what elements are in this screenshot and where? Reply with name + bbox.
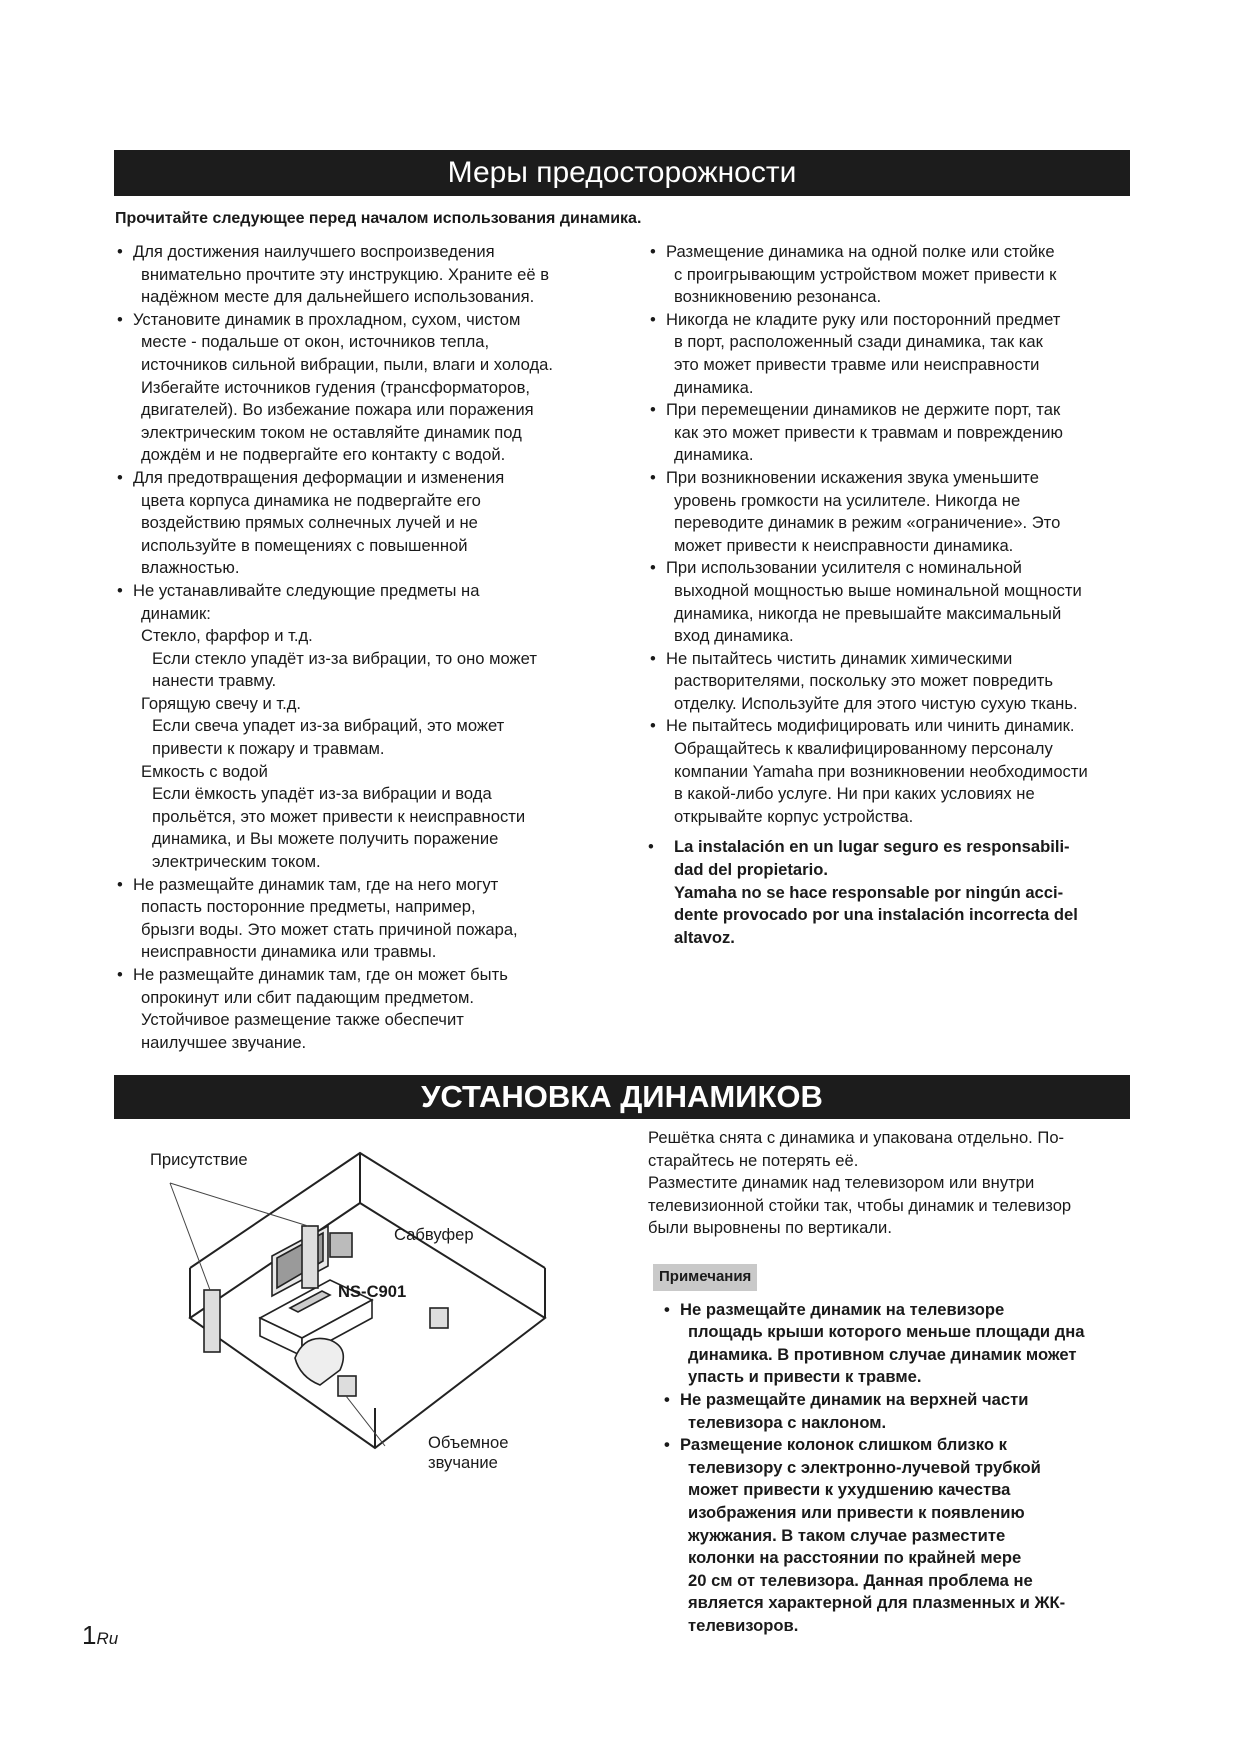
precaution-item — [648, 648, 1148, 716]
text-line: неисправности динамика или травмы. — [141, 942, 437, 962]
object-name: Стекло, фарфор и т.д. — [141, 626, 313, 646]
text-line: телевизоров. — [688, 1615, 799, 1635]
note-item — [662, 1299, 1128, 1389]
label-model: NS-C901 — [338, 1282, 407, 1301]
text-line: Yamaha no se hace responsable por ningún acci- — [674, 882, 1064, 902]
notes-label: Примечания — [653, 1264, 757, 1291]
text-line: динамик: — [141, 603, 211, 623]
precaution-item — [115, 241, 635, 309]
object-description: Если свеча упадет из-за вибраций, это может — [152, 716, 505, 736]
text-line: Избегайте источников гудения (трансформаторов, — [141, 377, 531, 397]
text-line: динамика. В противном случае динамик может — [688, 1344, 1077, 1364]
precaution-item-objects — [115, 580, 635, 874]
text-line: брызги воды. Это может стать причиной пожара, — [141, 919, 518, 939]
object-description: нанести травму. — [152, 671, 277, 691]
text-line: динамика. — [674, 445, 754, 465]
precaution-item — [648, 557, 1148, 647]
text-line: двигателей). Во избежание пожара или поражения — [141, 400, 534, 420]
text-line: • Не размещайте динамик там, где он может быть — [133, 965, 508, 984]
text-line: изображения или привести к появлению — [688, 1502, 1025, 1522]
precautions-right-column — [648, 241, 1148, 949]
section-title-installation: УСТАНОВКА ДИНАМИКОВ — [114, 1075, 1130, 1119]
text-line: • Не размещайте динамик там, где на него могут — [133, 874, 499, 894]
object-description: привести к пожару и травмам. — [152, 739, 385, 759]
text-line: • Установите динамик в прохладном, сухом, чистом — [133, 309, 521, 329]
text-line: переводите динамик в режим «ограничение». Это — [674, 513, 1061, 533]
text-line: влажностью. — [141, 558, 240, 578]
text-line: надёжном месте для дальнейшего использования. — [141, 287, 535, 307]
front-right-speaker-icon — [302, 1226, 318, 1288]
precaution-item — [648, 309, 1148, 399]
text-line: динамика, никогда не превышайте максимальный — [674, 603, 1062, 623]
text-line: электрическим током не оставляйте динамик под — [141, 422, 522, 442]
text-line: может привести к неисправности динамика. — [674, 535, 1014, 555]
text-line: попасть посторонние предметы, например, — [141, 897, 476, 917]
note-item — [662, 1434, 1128, 1637]
room-floor-outline — [190, 1203, 545, 1448]
section-title-precautions: Меры предосторожности — [114, 150, 1130, 196]
label-presence: Присутствие — [150, 1150, 248, 1169]
text-line: цвета корпуса динамика не подвергайте его — [141, 490, 481, 510]
text-line: внимательно прочтите эту инструкцию. Храните её в — [141, 264, 550, 284]
label-surround: Объемное звучание — [428, 1433, 509, 1472]
text-line: • При перемещении динамиков не держите порт, так — [666, 400, 1061, 420]
text-line: площадь крыши которого меньше площади дна — [688, 1322, 1085, 1342]
text-line: • Не размещайте динамик на телевизоре — [680, 1299, 1005, 1319]
text-line: выходной мощностью выше номинальной мощности — [674, 580, 1082, 600]
text-line: в порт, расположенный сзади динамика, так как — [674, 332, 1043, 352]
text-line: • При возникновении искажения звука уменьшите — [666, 467, 1039, 487]
precaution-item — [648, 467, 1148, 557]
text-line: • Размещение динамика на одной полке или стойке — [666, 242, 1055, 261]
text-line: телевизору с электронно-лучевой трубкой — [688, 1457, 1041, 1477]
text-line: Устойчивое размещение также обеспечит — [141, 1010, 464, 1030]
text-line: • Размещение колонок слишком близко к — [680, 1435, 1007, 1455]
text-line: воздействию прямых солнечных лучей и не — [141, 513, 478, 533]
page-number: 1Ru — [82, 1620, 119, 1650]
text-line: дождём и не подвергайте его контакту с водой. — [141, 445, 506, 465]
text-line: колонки на расстоянии по крайней мере — [688, 1548, 1022, 1568]
surround-right-speaker-icon — [430, 1308, 448, 1328]
text-line: источников сильной вибрации, пыли, влаги и холода. — [141, 354, 553, 374]
speaker-placement-diagram — [140, 1148, 560, 1478]
text-line: dente provocado por una instalación incorrecta del — [674, 905, 1078, 925]
text-line: компании Yamaha при возникновении необходимости — [674, 761, 1088, 781]
grille-paragraph: Решётка снята с динамика и упакована отдельно. По- старайтесь не потерять её. — [648, 1128, 1065, 1170]
text-line: телевизора с наклоном. — [688, 1412, 887, 1432]
object-description: электрическим током. — [152, 852, 321, 872]
object-description: Если стекло упадёт из-за вибрации, то оно может — [152, 648, 537, 668]
text-line: может привести к ухудшению качества — [688, 1480, 1011, 1500]
text-line: altavoz. — [674, 927, 735, 947]
text-line: возникновению резонанса. — [674, 287, 882, 307]
front-left-speaker-icon — [204, 1290, 220, 1352]
spanish-notice — [648, 836, 1148, 949]
text-line: упасть и привести к травме. — [688, 1367, 922, 1387]
text-line: • Для достижения наилучшего воспроизведения — [133, 242, 495, 261]
object-description: динамика, и Вы можете получить поражение — [152, 829, 499, 849]
object-description: прольётся, это может привести к неисправности — [152, 806, 526, 826]
text-line: отделку. Используйте для этого чистую сухую ткань. — [674, 693, 1078, 713]
precaution-item — [115, 309, 635, 467]
placement-paragraph: Разместите динамик над телевизором или внутри телевизионной стойки так, чтобы динамик и телевизор были выровнены по вертикали. — [648, 1173, 1072, 1238]
object-description: Если ёмкость упадёт из-за вибрации и вода — [152, 784, 492, 804]
precautions-left-column — [115, 241, 635, 1054]
text-line: Обращайтесь к квалифицированному персоналу — [674, 739, 1053, 759]
text-line: • При использовании усилителя с номинальной — [666, 558, 1022, 578]
text-line: • Не пытайтесь чистить динамик химическими — [666, 648, 1013, 668]
surround-left-speaker-icon — [338, 1376, 356, 1396]
text-line: месте - подальше от окон, источников тепла, — [141, 332, 490, 352]
text-line: растворителями, поскольку это может повредить — [674, 671, 1053, 691]
precaution-item — [115, 874, 635, 964]
precaution-item — [115, 964, 635, 1054]
text-line: dad del propietario. — [674, 860, 828, 880]
text-line: • Не устанавливайте следующие предметы на — [133, 580, 480, 600]
armchair-icon — [295, 1338, 343, 1385]
installation-text — [648, 1127, 1128, 1637]
text-line: уровень громкости на усилителе. Никогда не — [674, 490, 1021, 510]
precaution-item — [648, 399, 1148, 467]
precaution-item — [648, 715, 1148, 828]
text-line: • Не размещайте динамик на верхней части — [680, 1389, 1029, 1409]
text-line: как это может привести к травмам и повреждению — [674, 422, 1063, 442]
precaution-item — [115, 467, 635, 580]
text-line: • Для предотвращения деформации и изменения — [133, 467, 505, 487]
text-line: вход динамика. — [674, 626, 794, 646]
text-line: • La instalación en un lugar seguro es responsabili- — [674, 837, 1070, 857]
text-line: в какой-либо услуге. Ни при каких условиях не — [674, 784, 1035, 804]
text-line: открывайте корпус устройства. — [674, 806, 914, 826]
object-name: Горящую свечу и т.д. — [141, 693, 302, 713]
text-line: • Никогда не кладите руку или посторонний предмет — [666, 309, 1061, 329]
text-line: является характерной для плазменных и ЖК- — [688, 1593, 1066, 1613]
text-line: с проигрывающим устройством может привести к — [674, 264, 1057, 284]
note-item — [662, 1389, 1128, 1434]
text-line: наилучшее звучание. — [141, 1032, 307, 1052]
label-subwoofer: Сабвуфер — [394, 1225, 474, 1244]
text-line: используйте в помещениях с повышенной — [141, 535, 468, 555]
text-line: 20 см от телевизора. Данная проблема не — [688, 1570, 1033, 1590]
text-line: это может привести травме или неисправности — [674, 354, 1040, 374]
intro-text: Прочитайте следующее перед началом использования динамика. — [115, 210, 642, 227]
text-line: жужжания. В таком случае разместите — [688, 1525, 1006, 1545]
text-line: опрокинут или сбит падающим предметом. — [141, 987, 475, 1007]
object-name: Емкость с водой — [141, 761, 268, 781]
precaution-item — [648, 241, 1148, 309]
subwoofer-icon — [330, 1233, 352, 1257]
text-line: динамика. — [674, 377, 754, 397]
notes-list — [648, 1299, 1128, 1638]
text-line: • Не пытайтесь модифицировать или чинить динамик. — [666, 716, 1075, 736]
